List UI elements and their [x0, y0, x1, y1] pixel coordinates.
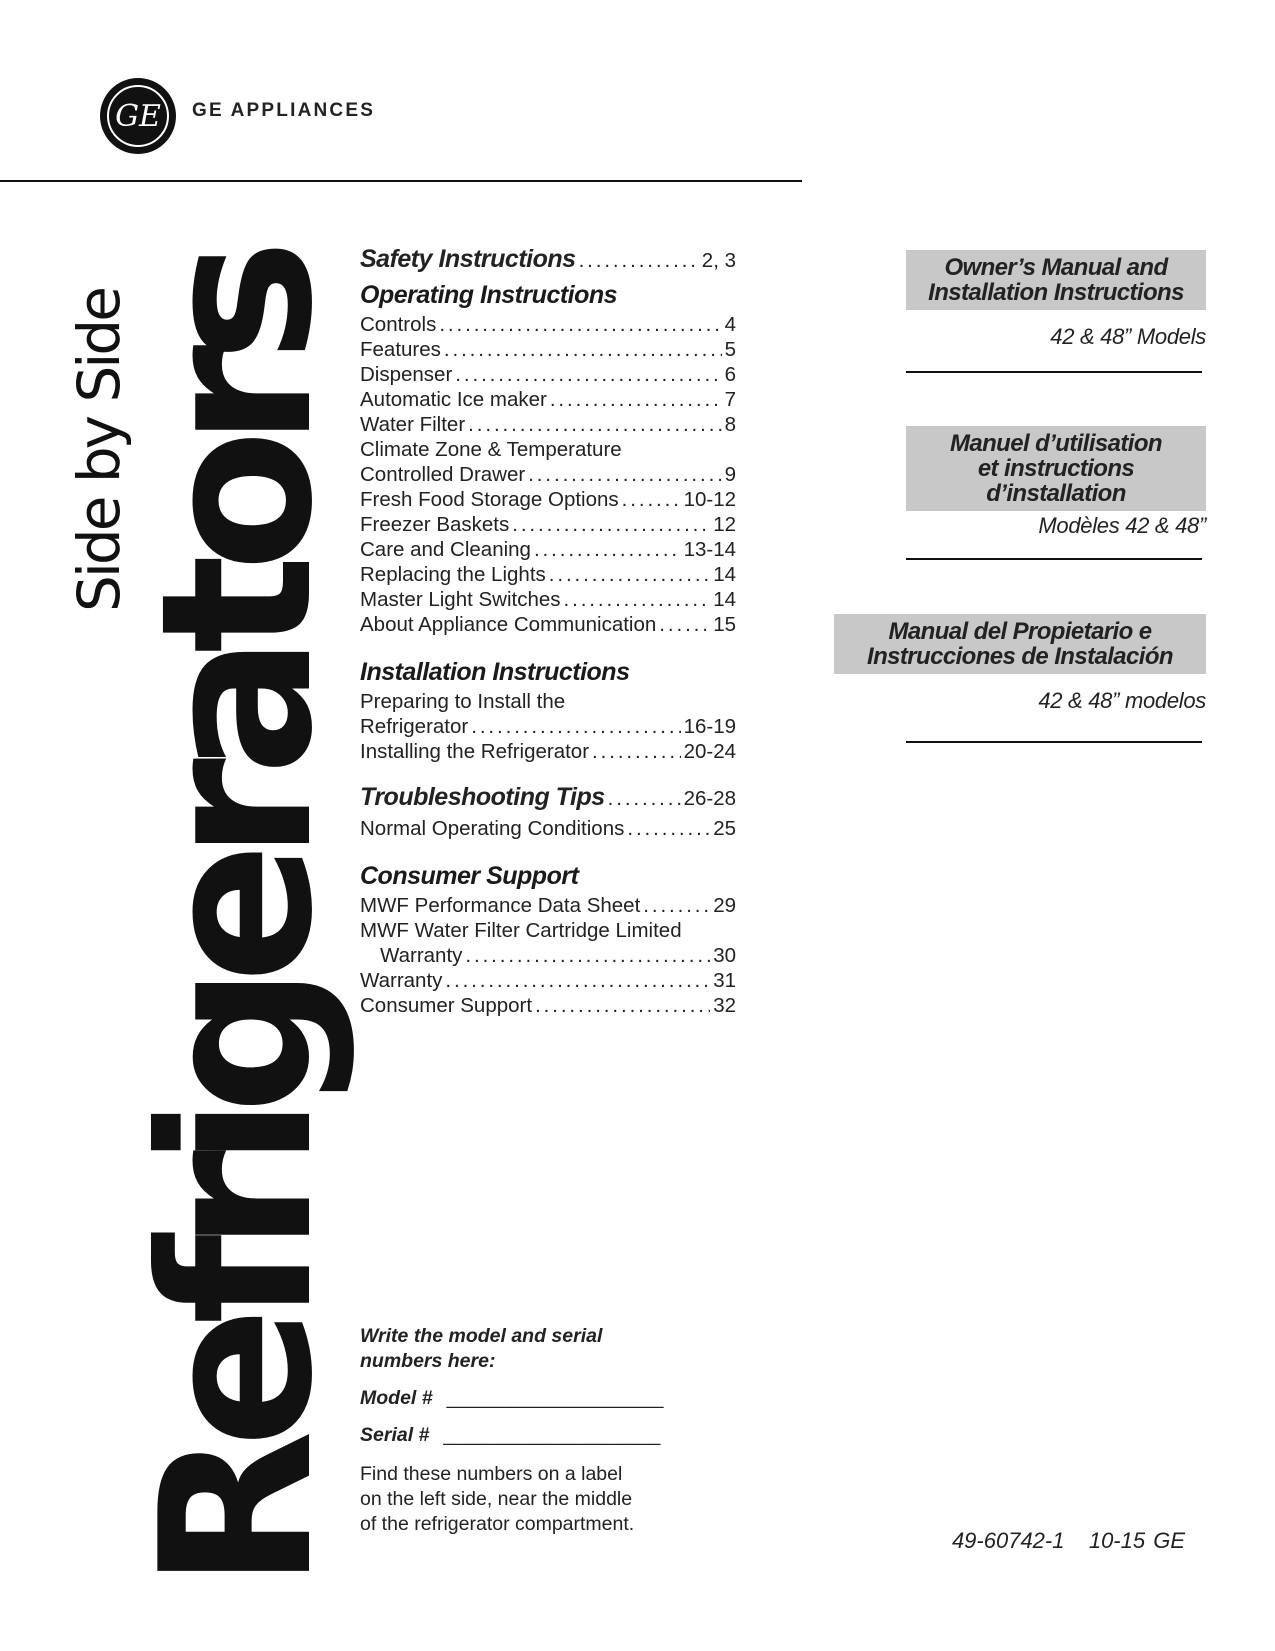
panel-spanish-models: 42 & 48” modelos: [1038, 688, 1206, 713]
toc-row: Master Light Switches . . . 14: [360, 587, 736, 612]
toc-row: Normal Operating Conditions . . . 25: [360, 816, 736, 841]
logo-text: GE: [115, 99, 161, 134]
toc-row-continued: Climate Zone & Temperature: [360, 438, 622, 461]
toc-row: Dispenser . . . 6: [360, 362, 736, 387]
record-note: Find these numbers on a label on the left side, near the middle of the refrigerator compartment.: [360, 1463, 635, 1535]
toc-row-continued: Preparing to Install the: [360, 690, 566, 713]
panel-spanish-title: Manual del Propietario e Instrucciones de Instalación: [834, 614, 1206, 674]
toc-troubleshooting: Troubleshooting Tips . . . 26-28: [360, 782, 736, 816]
toc-row: Water Filter . . . 8: [360, 412, 736, 437]
serial-number-field[interactable]: Serial # ____________________: [360, 1424, 661, 1446]
document-number: 49-60742-1 10-15 GE: [951, 1528, 1185, 1553]
panel-english: [906, 250, 1206, 350]
header-rule: [0, 180, 802, 182]
toc-row: Controls . . . 4: [360, 312, 736, 337]
model-number-field[interactable]: Model # ____________________: [360, 1387, 664, 1409]
panel-french-models: Modèles 42 & 48”: [1038, 513, 1206, 538]
toc-row: Freezer Baskets . . . 12: [360, 512, 736, 537]
panel-spanish: [834, 614, 1206, 714]
toc-row: Fresh Food Storage Options . . . 10-12: [360, 487, 736, 512]
toc-row: Warranty . . . 30: [360, 943, 736, 968]
toc-row: Replacing the Lights . . . 14: [360, 562, 736, 587]
model-serial-record: [360, 1324, 690, 1537]
toc-row: Installing the Refrigerator . . . 20-24: [360, 739, 736, 764]
ge-logo: [98, 76, 178, 156]
panel-french-rule: [906, 558, 1202, 560]
panel-french-title: Manuel d’utilisation et instructions d’installation: [906, 426, 1206, 511]
toc-row-continued: MWF Water Filter Cartridge Limited: [360, 919, 682, 942]
panel-english-models: 42 & 48” Models: [1050, 324, 1206, 349]
side-title-small: Side by Side: [65, 289, 133, 612]
record-heading: Write the model and serial numbers here:: [360, 1325, 603, 1372]
table-of-contents: [360, 244, 736, 1018]
panel-french: [906, 426, 1206, 539]
toc-row: Care and Cleaning . . . 13-14: [360, 537, 736, 562]
toc-row: Controlled Drawer . . . 9: [360, 462, 736, 487]
brand-name: GE APPLIANCES: [192, 100, 376, 121]
toc-row: Features . . . 5: [360, 337, 736, 362]
toc-consumer-title: Consumer Support: [360, 862, 579, 890]
panel-english-title: Owner’s Manual and Installation Instructions: [906, 250, 1206, 310]
side-title-large: Refrigerators: [117, 256, 359, 1590]
panel-english-rule: [906, 371, 1202, 373]
toc-installation-title: Installation Instructions: [360, 658, 630, 686]
toc-row: Consumer Support . . . 32: [360, 993, 736, 1018]
toc-row: Warranty . . . 31: [360, 968, 736, 993]
toc-row: MWF Performance Data Sheet . . . 29: [360, 893, 736, 918]
panel-spanish-rule: [906, 741, 1202, 743]
toc-row: About Appliance Communication . . . 15: [360, 612, 736, 637]
toc-row: Automatic Ice maker . . . 7: [360, 387, 736, 412]
toc-row: Refrigerator . . . 16-19: [360, 714, 736, 739]
toc-safety: Safety Instructions . . . 2, 3: [360, 244, 736, 278]
toc-operating-title: Operating Instructions: [360, 281, 618, 309]
